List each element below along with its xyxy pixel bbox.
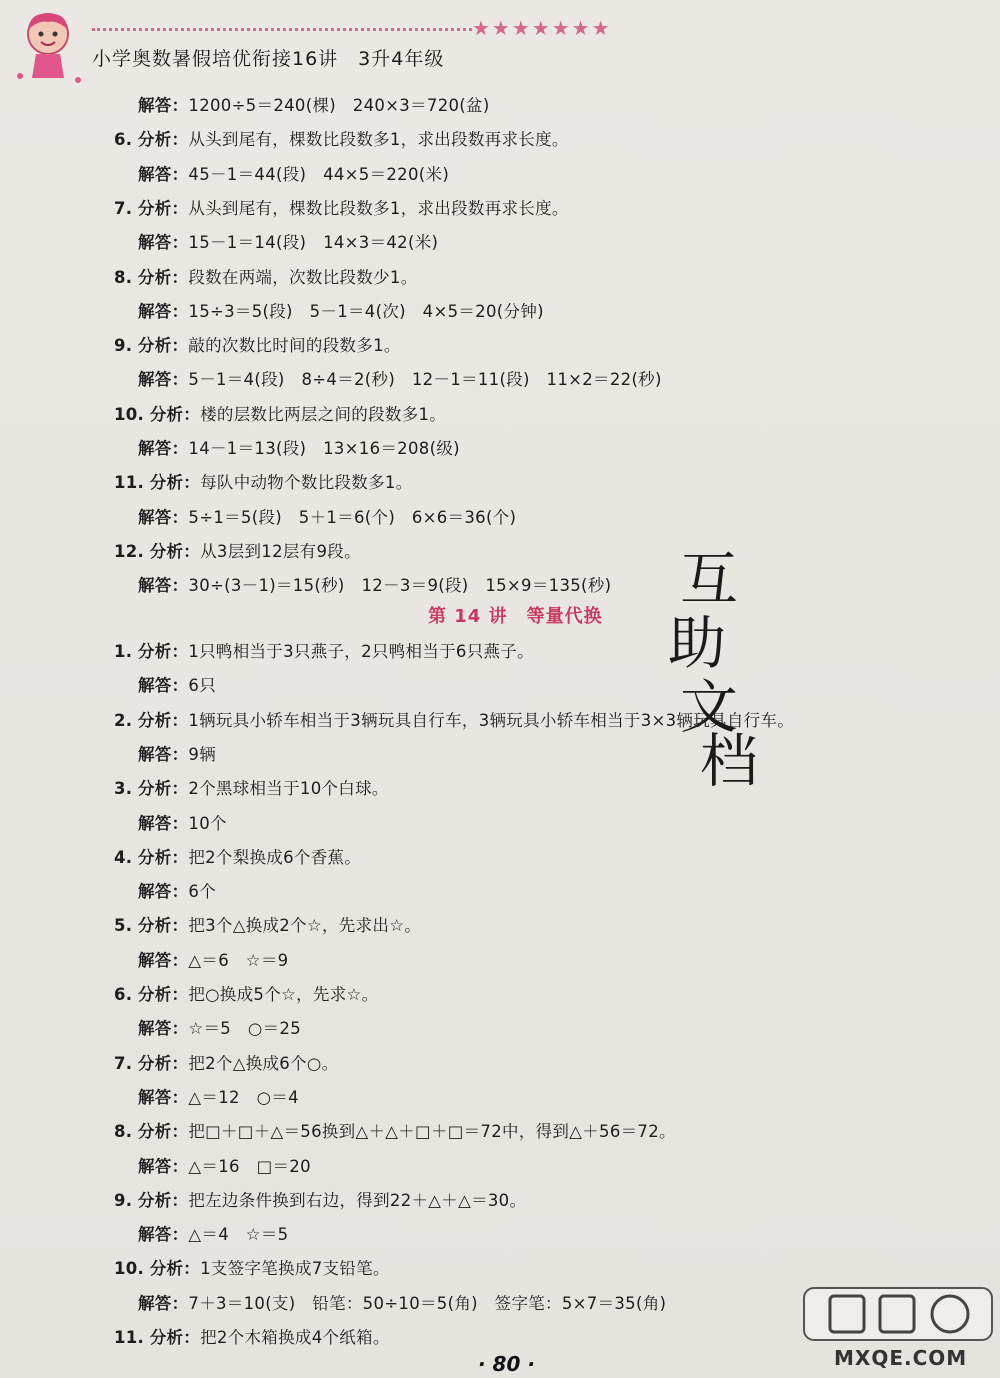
watermark-text: MXQE.COM [834,1346,968,1370]
item-text: △＝16 □＝20 [188,1156,311,1176]
item-text: 15÷3＝5(段) 5－1＝4(次) 4×5＝20(分钟) [188,301,544,321]
item-text: 楼的层数比两层之间的段数多1。 [200,404,447,424]
answer-line [138,298,544,322]
item-text: 把□＋□＋△＝56换到△＋△＋□＋□＝72中，得到△＋56＝72。 [188,1122,676,1142]
item-number: 4. [114,847,133,867]
answer-line [138,161,449,185]
analysis-line [114,1255,390,1279]
analysis-line [114,126,569,150]
analysis-line [114,332,401,356]
answer-line [138,435,460,459]
item-label: 解答： [138,233,189,253]
answer-line [138,366,662,390]
item-text: 1辆玩具小轿车相当于3辆玩具自行车，3辆玩具小轿车相当于3×3辆玩具自行车。 [188,710,795,730]
item-number: 3. [114,779,133,799]
answer-line [138,1221,288,1245]
item-number: 9. [114,336,133,356]
item-number: 8. [114,267,133,287]
item-text: ☆＝5 ○＝25 [188,1019,301,1039]
analysis-line [114,1050,338,1074]
item-number: 10. [114,1259,145,1279]
item-label: 分析： [149,404,201,424]
item-text: 6只 [188,676,217,696]
item-text: 从3层到12层有9段。 [200,541,361,561]
item-label: 分析： [149,1259,201,1279]
item-text: 5÷1＝5(段) 5＋1＝6(个) 6×6＝36(个) [188,507,517,527]
header [0,0,1000,90]
answer-line [138,572,611,596]
item-text: 6个 [188,882,217,902]
answer-line [138,672,216,696]
item-text: 把3个△换成2个☆，先求出☆。 [188,916,422,936]
item-number: 2. [114,710,133,730]
item-label: 解答： [138,1156,189,1176]
item-text: 从头到尾有，棵数比段数多1，求出段数再求长度。 [188,130,569,150]
header-dotted-rule [92,28,472,31]
answer-line [138,947,288,971]
item-number: 7. [114,1053,133,1073]
answer-line [138,1153,311,1177]
item-text: 14－1＝13(段) 13×16＝208(级) [188,439,460,458]
item-label: 解答： [138,576,189,596]
handwriting-char: 互 [680,545,739,613]
item-number: 5. [114,916,133,936]
item-label: 分析： [137,779,189,799]
item-label: 解答： [138,676,189,696]
item-text: 把左边条件换到右边，得到22＋△＋△＝30。 [188,1190,527,1210]
item-text: 1支签字笔换成7支铅笔。 [200,1259,390,1279]
item-label: 解答： [138,1225,189,1245]
item-text: △＝4 ☆＝5 [188,1225,289,1245]
analysis-line [114,401,446,425]
item-label: 解答： [138,1087,189,1107]
item-number: 7. [114,198,133,218]
item-text: 段数在两端，次数比段数少1。 [188,267,418,287]
answer-line [138,741,216,765]
item-label: 分析： [137,1053,189,1073]
item-label: 解答： [138,744,189,764]
item-text: 45－1＝44(段) 44×5＝220(米) [188,164,450,184]
item-number: 11. [114,1328,145,1347]
analysis-line [114,538,361,562]
analysis-line [114,638,534,662]
item-number: 11. [114,473,145,493]
answer-line [138,1084,299,1108]
item-label: 分析： [137,267,189,287]
mascot-icon [8,6,88,86]
item-label: 分析： [137,985,189,1004]
item-number: 8. [114,1122,133,1142]
item-text: 9辆 [188,744,217,764]
item-text: △＝6 ☆＝9 [188,950,289,970]
item-text: 从头到尾有，棵数比段数多1，求出段数再求长度。 [188,198,569,218]
handwriting-char: 文 [680,673,739,741]
item-label: 分析： [149,473,201,493]
analysis-line [114,264,418,288]
item-label: 分析： [137,198,189,218]
item-label: 分析： [137,1190,189,1210]
item-number: 12. [114,541,145,561]
item-text: 7＋3＝10(支) 铅笔：50÷10＝5(角) 签字笔：5×7＝35(角) [188,1293,667,1313]
item-number: 9. [114,1190,133,1210]
item-text: 2个黑球相当于10个白球。 [188,779,389,799]
item-text: 10个 [188,813,227,833]
item-label: 解答： [138,1019,189,1039]
item-text: 把2个木箱换成4个纸箱。 [200,1328,390,1347]
item-text: 每队中动物个数比段数多1。 [200,473,413,493]
item-number: 1. [114,642,133,661]
item-text: 把2个梨换成6个香蕉。 [188,847,362,867]
item-label: 分析： [137,130,189,150]
item-label: 解答： [138,439,189,458]
item-text: 敲的次数比时间的段数多1。 [188,336,401,356]
item-label: 分析： [137,916,189,936]
item-number: 6. [114,985,133,1004]
item-label: 解答： [138,301,189,321]
answer-line [138,504,516,528]
item-text: 5－1＝4(段) 8÷4＝2(秒) 12－1＝11(段) 11×2＝22(秒) [188,370,662,390]
item-text: 1200÷5＝240(棵) 240×3＝720(盆) [188,96,490,115]
item-label: 解答： [138,96,189,115]
analysis-line [114,1118,676,1142]
answer-line [138,92,490,116]
answer-line [138,229,438,253]
answer-line [138,1015,301,1039]
analysis-line [114,1324,390,1348]
item-text: 30÷(3－1)＝15(秒) 12－3＝9(段) 15×9＝135(秒) [188,576,612,596]
handwriting-char: 助 [668,609,727,677]
item-label: 分析： [137,642,189,661]
analysis-line [114,981,378,1005]
item-label: 分析： [149,541,201,561]
item-label: 解答： [138,1293,189,1313]
item-label: 分析： [137,1122,189,1142]
item-label: 解答： [138,950,189,970]
section-title: 第 14 讲 等量代换 [428,606,603,627]
analysis-line [114,469,413,493]
item-label: 解答： [138,370,189,390]
item-text: 1只鸭相当于3只燕子，2只鸭相当于6只燕子。 [188,642,534,661]
item-number: 10. [114,404,145,424]
item-label: 分析： [137,710,189,730]
book-title: 小学奥数暑假培优衔接16讲 3升4年级 [92,48,445,70]
item-label: 分析： [137,847,189,867]
analysis-line [114,912,421,936]
page-number: · 80 · [478,1352,535,1376]
analysis-line [114,1187,526,1211]
analysis-line [114,844,361,868]
analysis-line [114,775,389,799]
answer-line [138,878,216,902]
answer-line [138,810,227,834]
item-label: 分析： [137,336,189,356]
item-text: 15－1＝14(段) 14×3＝42(米) [188,233,439,253]
analysis-line [114,195,569,219]
item-label: 解答： [138,164,189,184]
item-label: 解答： [138,882,189,902]
item-label: 分析： [149,1328,201,1347]
header-stars: ★★★★★★★ [472,16,612,40]
item-text: 把○换成5个☆，先求☆。 [188,985,379,1004]
item-label: 解答： [138,507,189,527]
item-text: △＝12 ○＝4 [188,1087,299,1107]
item-label: 解答： [138,813,189,833]
handwriting-char: 档 [700,727,759,795]
item-number: 6. [114,130,133,150]
item-text: 把2个△换成6个○。 [188,1053,339,1073]
answer-line [138,1290,666,1314]
